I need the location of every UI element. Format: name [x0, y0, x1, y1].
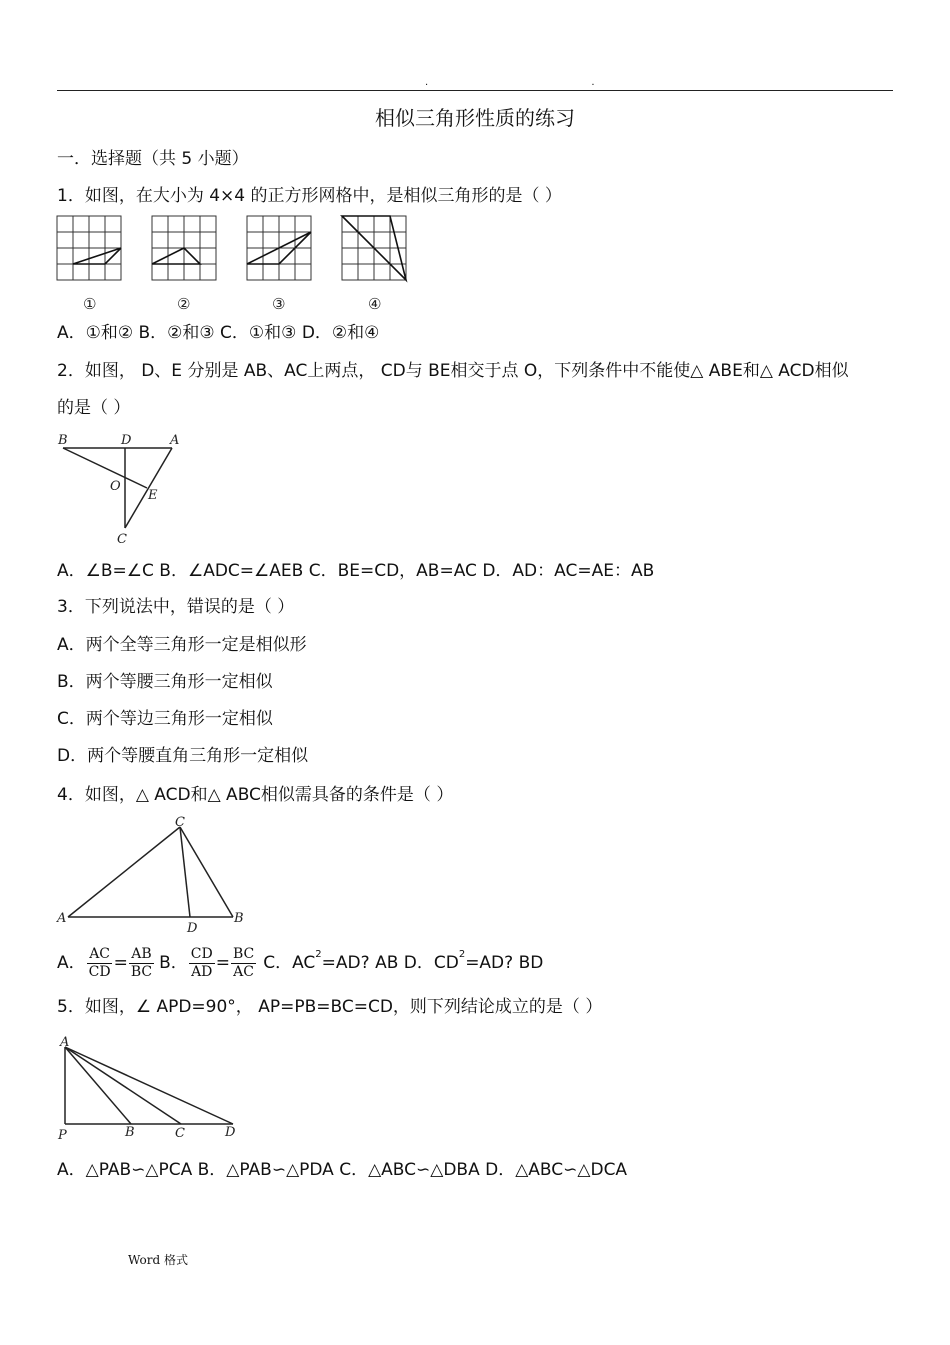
q4-a-eq: = — [113, 953, 128, 973]
grid-label-2: ② — [177, 295, 191, 313]
q3-option-a: A．两个全等三角形一定是相似形 — [57, 635, 307, 655]
grid-label-1: ① — [83, 295, 97, 313]
q4-label-A: A — [57, 911, 67, 926]
q4-label-C: C — [175, 815, 185, 830]
grid-2 — [152, 216, 216, 280]
q4-label-B: B — [234, 911, 244, 926]
header-dots: . . — [425, 77, 675, 88]
q4-stem: 4．如图，△ ACD和△ ABC相似需具备的条件是（ ） — [57, 785, 454, 805]
q4-option-d-sup: 2 — [458, 949, 466, 960]
q4-option-b-label: B． — [159, 953, 188, 973]
q4-b-den2: AC — [233, 963, 254, 980]
q2-label-O: O — [110, 479, 121, 494]
q4-a-fraction-1 — [87, 946, 113, 981]
q4-label-D: D — [187, 921, 198, 936]
q5-label-D: D — [225, 1125, 236, 1140]
section-heading: 一．选择题（共 5 小题） — [57, 149, 249, 169]
header-rule — [57, 90, 893, 91]
q2-stem: 2．如图， D、E 分别是 AB、AC上两点， CD与 BE相交于点 O，下列条件中不能使△ ABE和△ ACD相似 — [57, 361, 849, 381]
q4-option-c-sup: 2 — [315, 949, 322, 960]
q5-options: A．△PAB∽△PCA B．△PAB∽△PDA C．△ABC∽△DBA D．△ABC∽△DCA — [57, 1160, 628, 1180]
q4-b-eq: = — [215, 953, 230, 973]
q2-label-E: E — [148, 488, 158, 503]
q4-option-c: C．AC — [263, 953, 316, 973]
q3-stem: 3．下列说法中，错误的是（ ） — [57, 597, 295, 617]
q4-a-den2: BC — [130, 963, 153, 980]
q2-options: A．∠B=∠C B．∠ADC=∠AEB C．BE=CD，AB=AC D．AD：AC=AE：AB — [57, 561, 655, 581]
q4-a-den1: CD — [88, 963, 111, 980]
footer-label: Word 格式 — [128, 1253, 188, 1267]
q4-option-d-rest: =AD? BD — [465, 953, 544, 973]
grid-label-3: ③ — [272, 295, 286, 313]
q4-a-fraction-2 — [129, 946, 154, 981]
q4-option-c-rest: =AD? AB D．CD — [321, 953, 459, 973]
q1-stem: 1．如图，在大小为 4×4 的正方形网格中，是相似三角形的是（ ） — [57, 186, 562, 206]
q4-b-fraction-2 — [231, 946, 256, 981]
grid-1 — [57, 216, 121, 280]
q4-b-fraction-1 — [189, 946, 215, 981]
page-title: 相似三角形性质的练习 — [375, 106, 575, 130]
q5-label-B: B — [125, 1125, 135, 1140]
q4-a-num1: AC — [89, 945, 111, 962]
q3-option-c: C．两个等边三角形一定相似 — [57, 709, 273, 729]
q2-label-A: A — [170, 433, 180, 448]
q4-option-a-label: A． — [57, 953, 86, 973]
q3-option-b: B．两个等腰三角形一定相似 — [57, 672, 273, 692]
q2-label-C: C — [117, 532, 127, 547]
grid-label-4: ④ — [368, 295, 382, 313]
q4-options — [57, 943, 543, 983]
grid-3 — [247, 216, 311, 280]
q1-options: A．①和② B．②和③ C．①和③ D．②和④ — [57, 323, 380, 343]
q4-figure — [55, 814, 255, 939]
q5-label-P: P — [58, 1128, 67, 1143]
q4-a-num2: AB — [131, 945, 152, 962]
q5-label-C: C — [175, 1126, 185, 1141]
q3-option-d: D．两个等腰直角三角形一定相似 — [57, 746, 309, 766]
q5-stem: 5．如图，∠ APD=90°， AP=PB=BC=CD，则下列结论成立的是（ ） — [57, 997, 603, 1017]
q4-b-num1: CD — [190, 945, 213, 962]
q5-figure — [55, 1032, 255, 1147]
q2-label-B: B — [58, 433, 68, 448]
q1-grid-figures — [57, 216, 417, 316]
q2-figure — [55, 430, 195, 550]
q4-b-num2: BC — [232, 945, 255, 962]
q5-label-A: A — [60, 1035, 70, 1050]
q2-stem-cont: 的是（ ） — [57, 398, 131, 418]
q4-b-den1: AD — [191, 963, 213, 980]
grid-4 — [342, 216, 406, 280]
q2-label-D: D — [121, 433, 132, 448]
